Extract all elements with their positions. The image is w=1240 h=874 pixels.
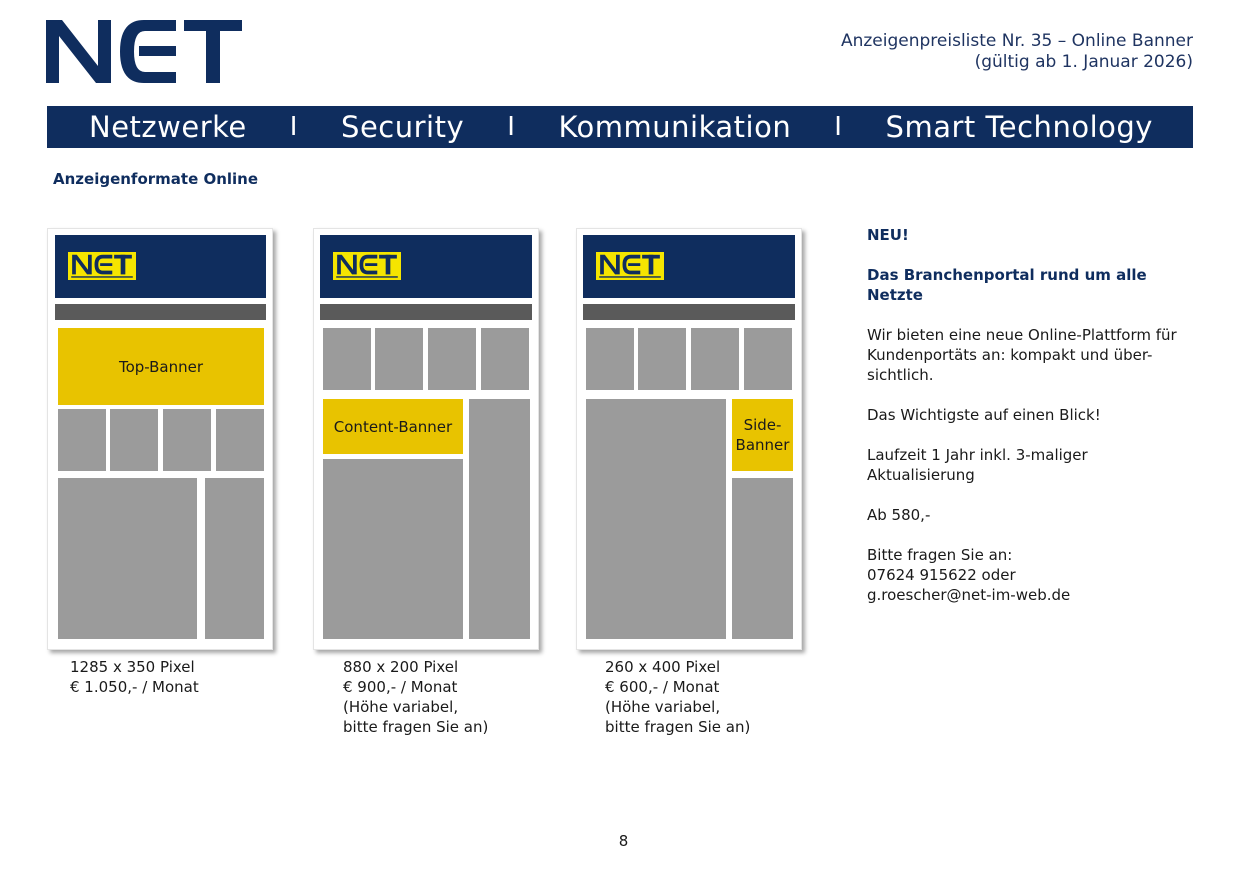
mini-net-logo xyxy=(332,251,402,281)
mock-teaser-box xyxy=(638,328,686,390)
mock-content-area xyxy=(58,478,197,639)
mock-sidebar-area xyxy=(469,399,530,639)
format-caption-top-banner xyxy=(70,657,199,697)
mock-content-area xyxy=(323,459,463,639)
format-note: bitte fragen Sie an) xyxy=(343,718,489,736)
format-price: € 900,- / Monat xyxy=(343,678,458,696)
topic-separator: I xyxy=(834,112,843,142)
contact-phone: 07624 915622 oder xyxy=(867,566,1016,584)
content-banner-label: Content-Banner xyxy=(333,417,453,436)
mock-nav-bar xyxy=(583,304,795,320)
document-title-line1: Anzeigenpreisliste Nr. 35 – Online Banner xyxy=(840,31,1193,51)
topic-kommunikation: Kommunikation xyxy=(558,110,792,144)
format-size: 260 x 400 Pixel xyxy=(605,658,721,676)
format-mockup-top-banner xyxy=(47,228,273,650)
page-number: 8 xyxy=(618,832,629,850)
document-validity: (gültig ab 1. Januar 2026) xyxy=(974,52,1193,72)
portal-intro xyxy=(867,325,1187,385)
mock-site-header xyxy=(320,235,532,298)
mock-teaser-box xyxy=(58,409,106,471)
mock-teaser-box xyxy=(481,328,529,390)
top-banner-label: Top-Banner xyxy=(118,357,204,376)
topic-security: Security xyxy=(341,110,465,144)
mini-net-logo xyxy=(595,251,665,281)
net-logo-icon xyxy=(596,252,664,280)
mock-teaser-box xyxy=(586,328,634,390)
format-size: 1285 x 350 Pixel xyxy=(70,658,195,676)
format-size: 880 x 200 Pixel xyxy=(343,658,459,676)
format-caption-content-banner xyxy=(343,657,488,737)
mock-teaser-box xyxy=(744,328,792,390)
mock-nav-bar xyxy=(55,304,266,320)
new-badge: NEU! xyxy=(867,226,909,244)
intro-line: sichtlich. xyxy=(867,366,934,384)
side-banner-slot xyxy=(732,399,793,471)
mock-sidebar-area xyxy=(732,478,793,639)
portal-tagline: Das Wichtigste auf einen Blick! xyxy=(867,406,1101,424)
portal-headline-line1: Das Branchenportal rund um alle xyxy=(867,266,1147,284)
topics-band xyxy=(47,106,1193,148)
format-mockup-content-banner xyxy=(313,228,539,650)
side-banner-label-line1: Side- xyxy=(743,416,782,434)
mock-site-header xyxy=(55,235,266,298)
topic-netzwerke: Netzwerke xyxy=(89,110,247,144)
mock-teaser-box xyxy=(691,328,739,390)
format-caption-side-banner xyxy=(605,657,750,737)
format-price: € 600,- / Monat xyxy=(605,678,720,696)
duration-line: Aktualisierung xyxy=(867,466,975,484)
top-banner-slot xyxy=(58,328,264,405)
format-mockup-side-banner xyxy=(576,228,802,650)
mock-teaser-box xyxy=(375,328,423,390)
mock-site-header xyxy=(583,235,795,298)
net-logo-icon xyxy=(44,16,244,86)
net-logo-icon xyxy=(333,252,401,280)
format-note: bitte fragen Sie an) xyxy=(605,718,751,736)
portal-price: Ab 580,- xyxy=(867,506,931,524)
content-banner-slot xyxy=(323,399,463,454)
portal-headline-line2: Netzte xyxy=(867,286,923,304)
portal-headline xyxy=(867,265,1187,305)
net-logo-icon xyxy=(68,252,136,280)
mock-sidebar-area xyxy=(205,478,264,639)
side-banner-label-line2: Banner xyxy=(735,436,790,454)
format-price: € 1.050,- / Monat xyxy=(70,678,199,696)
contact-email[interactable]: g.roescher@net-im-web.de xyxy=(867,586,1071,604)
portal-info-panel xyxy=(867,225,1187,625)
format-note: (Höhe variabel, xyxy=(605,698,721,716)
section-title: Anzeigenformate Online xyxy=(53,170,259,188)
contact-label: Bitte fragen Sie an: xyxy=(867,546,1013,564)
portal-duration xyxy=(867,445,1187,485)
topic-separator: I xyxy=(507,112,516,142)
net-logo xyxy=(44,16,244,86)
intro-line: Kundenportäts an: kompakt und über- xyxy=(867,346,1153,364)
mock-teaser-box xyxy=(163,409,211,471)
portal-contact xyxy=(867,545,1187,605)
mock-teaser-box xyxy=(216,409,264,471)
mock-nav-bar xyxy=(320,304,532,320)
format-note: (Höhe variabel, xyxy=(343,698,459,716)
mock-content-area xyxy=(586,399,726,639)
duration-line: Laufzeit 1 Jahr inkl. 3-maliger xyxy=(867,446,1088,464)
mock-teaser-box xyxy=(428,328,476,390)
mock-teaser-box xyxy=(323,328,371,390)
mini-net-logo xyxy=(67,251,137,281)
document-title xyxy=(841,31,1193,73)
mock-teaser-box xyxy=(110,409,158,471)
intro-line: Wir bieten eine neue Online-Plattform für xyxy=(867,326,1177,344)
topic-smart-technology: Smart Technology xyxy=(885,110,1153,144)
topic-separator: I xyxy=(289,112,298,142)
